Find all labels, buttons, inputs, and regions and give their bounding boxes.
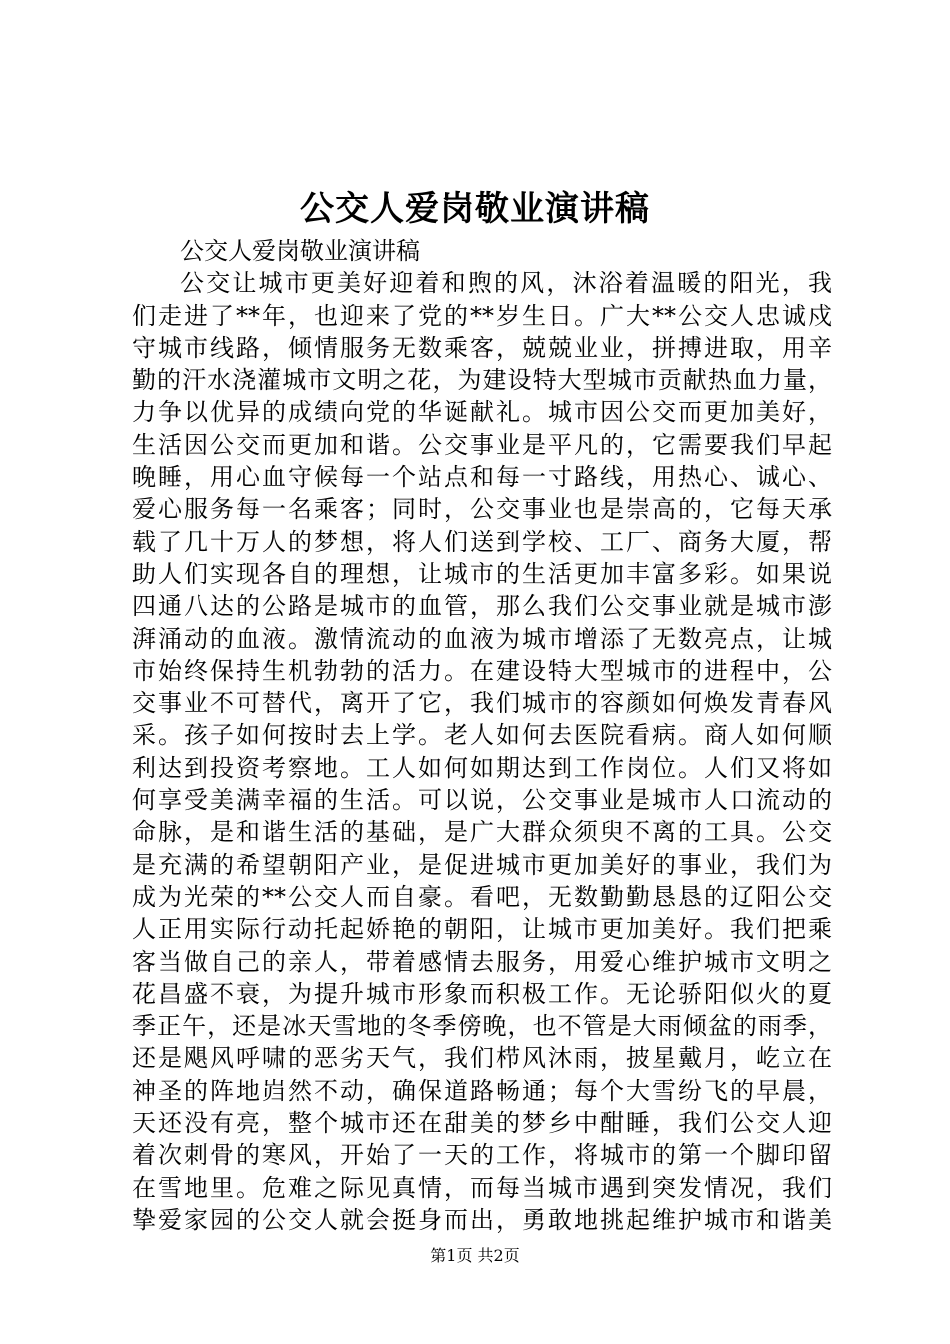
paragraph-line: 神圣的阵地岿然不动，确保道路畅通；每个大雪纷飞的早晨，: [132, 1076, 832, 1105]
paragraph-line: 市始终保持生机勃勃的活力。在建设特大型城市的进程中，公: [132, 656, 832, 685]
paragraph-line: 力争以优异的成绩向党的华诞献礼。城市因公交而更加美好，: [132, 398, 832, 427]
paragraph-line: 交事业不可替代，离开了它，我们城市的容颜如何焕发青春风: [132, 689, 832, 718]
paragraph-line: 命脉，是和谐生活的基础，是广大群众须臾不离的工具。公交: [132, 818, 832, 847]
paragraph-line: 载了几十万人的梦想，将人们送到学校、工厂、商务大厦，帮: [132, 527, 832, 556]
paragraph-line: 花昌盛不衰，为提升城市形象而积极工作。无论骄阳似火的夏: [132, 979, 832, 1008]
paragraph-line: 人正用实际行动托起娇艳的朝阳，让城市更加美好。我们把乘: [132, 915, 832, 944]
paragraph-line: 何享受美满幸福的生活。可以说，公交事业是城市人口流动的: [132, 786, 832, 815]
paragraph-line: 着次刺骨的寒风，开始了一天的工作，将城市的第一个脚印留: [132, 1141, 832, 1170]
paragraph-line: 采。孩子如何按时去上学。老人如何去医院看病。商人如何顺: [132, 721, 832, 750]
page-footer: 第1页 共2页: [430, 1246, 520, 1265]
paragraph-line: 们走进了**年，也迎来了党的**岁生日。广大**公交人忠诚戍: [132, 301, 832, 330]
document-title: 公交人爱岗敬业演讲稿: [300, 189, 650, 229]
subtitle-line: 公交人爱岗敬业演讲稿: [180, 237, 420, 265]
paragraph-line: 勤的汗水浇灌城市文明之花，为建设特大型城市贡献热血力量，: [132, 366, 832, 395]
document-body: [132, 235, 832, 1236]
paragraph-line: 成为光荣的**公交人而自豪。看吧，无数勤勤恳恳的辽阳公交: [132, 882, 832, 911]
paragraph-line: 晚睡，用心血守候每一个站点和每一寸路线，用热心、诚心、: [132, 463, 832, 492]
paragraph-line: 湃涌动的血液。激情流动的血液为城市增添了无数亮点，让城: [132, 624, 832, 653]
paragraph-line: 是充满的希望朝阳产业，是促进城市更加美好的事业，我们为: [132, 850, 832, 879]
paragraph-line: 天还没有亮，整个城市还在甜美的梦乡中酣睡，我们公交人迎: [132, 1109, 832, 1138]
paragraph-line: 挚爱家园的公交人就会挺身而出，勇敢地挑起维护城市和谐美: [132, 1205, 832, 1234]
paragraph-line: 公交让城市更美好迎着和煦的风，沐浴着温暖的阳光，我: [180, 269, 832, 298]
paragraph-line: 还是飓风呼啸的恶劣天气，我们栉风沐雨，披星戴月，屹立在: [132, 1044, 832, 1073]
paragraph-line: 客当做自己的亲人，带着感情去服务，用爱心维护城市文明之: [132, 947, 832, 976]
paragraph-line: 守城市线路，倾情服务无数乘客，兢兢业业，拼搏进取，用辛: [132, 333, 832, 362]
paragraph-line: 四通八达的公路是城市的血管，那么我们公交事业就是城市澎: [132, 592, 832, 621]
paragraph-line: 在雪地里。危难之际见真情，而每当城市遇到突发情况，我们: [132, 1173, 832, 1202]
paragraph-line: 生活因公交而更加和谐。公交事业是平凡的，它需要我们早起: [132, 430, 832, 459]
paragraph-line: 季正午，还是冰天雪地的冬季傍晚，也不管是大雨倾盆的雨季，: [132, 1012, 832, 1041]
paragraph-line: 利达到投资考察地。工人如何如期达到工作岗位。人们又将如: [132, 753, 832, 782]
paragraph-line: 爱心服务每一名乘客；同时，公交事业也是崇高的，它每天承: [132, 495, 832, 524]
paragraph-line: 助人们实现各自的理想，让城市的生活更加丰富多彩。如果说: [132, 559, 832, 588]
